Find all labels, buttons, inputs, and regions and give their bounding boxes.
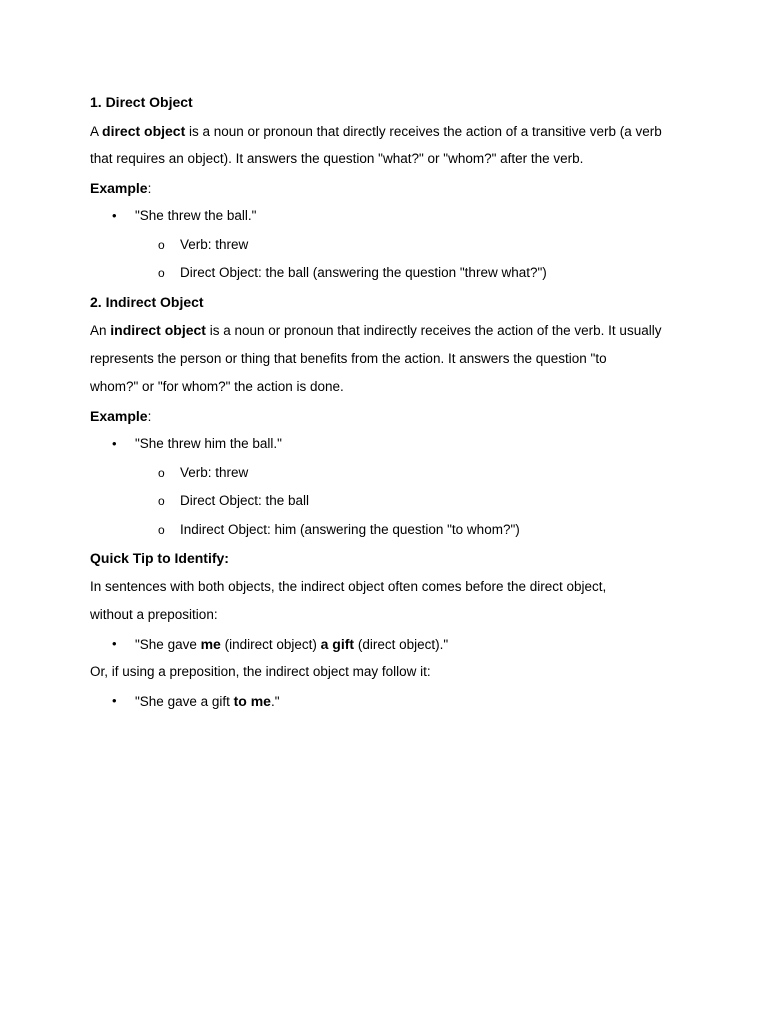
- text: "She gave a gift: [135, 693, 234, 709]
- text: An: [90, 323, 111, 338]
- sub-item-text: Indirect Object: him (answering the question "to whom?"): [180, 521, 520, 537]
- list-item: [90, 202, 690, 231]
- bullet-marker: •: [112, 436, 117, 451]
- paragraph-indirect-object-definition-line3: whom?" or "for whom?" the action is done.: [90, 379, 344, 394]
- sub-item-text: Direct Object: the ball (answering the question "threw what?"): [180, 265, 547, 280]
- bullet-marker: •: [112, 208, 117, 223]
- example-label: Example: [90, 407, 148, 424]
- document-content: [90, 88, 690, 715]
- sub-bullet-marker: o: [158, 266, 165, 280]
- paragraph-indirect-object-definition-line2: represents the person or thing that benefits from the action. It answers the question "to: [90, 350, 607, 366]
- list-item: [90, 687, 690, 716]
- list-item: [90, 630, 690, 659]
- section-heading-indirect-object: 2. Indirect Object: [90, 293, 204, 310]
- paragraph-indirect-object-definition-line1: [90, 316, 690, 345]
- example-label: Example: [90, 179, 148, 196]
- sub-list-item: [90, 459, 690, 488]
- example-label-line: [90, 174, 690, 203]
- text: (direct object).": [354, 636, 449, 652]
- paragraph-tip-line3: Or, if using a preposition, the indirect object may follow it:: [90, 664, 431, 679]
- example-label-line: [90, 402, 690, 431]
- emphasis-a-gift: a gift: [320, 635, 355, 652]
- text: (indirect object): [220, 636, 321, 652]
- example-sentence: "She threw him the ball.": [135, 436, 282, 451]
- emphasis-to-me: to me: [233, 692, 271, 709]
- sub-list-item: [90, 487, 690, 516]
- section-heading-direct-object: 1. Direct Object: [90, 94, 193, 110]
- bullet-marker: •: [112, 692, 117, 708]
- term-direct-object: direct object: [102, 122, 186, 139]
- section-heading-quick-tip: Quick Tip to Identify:: [90, 550, 229, 566]
- example-colon: :: [147, 408, 152, 424]
- text: "She gave: [135, 636, 201, 652]
- sub-list-item: [90, 259, 690, 288]
- term-indirect-object: indirect object: [110, 322, 206, 338]
- sub-item-text: Verb: threw: [180, 236, 249, 252]
- sub-bullet-marker: o: [158, 237, 165, 252]
- text: is a noun or pronoun that directly receives the action of a transitive verb (a verb: [185, 123, 662, 139]
- paragraph-tip-line1: In sentences with both objects, the indirect object often comes before the direct object,: [90, 578, 607, 594]
- sub-list-item: [90, 231, 690, 260]
- sub-item-text: Direct Object: the ball: [180, 493, 310, 508]
- bullet-marker: •: [112, 635, 117, 651]
- example-colon: :: [147, 180, 152, 196]
- paragraph-tip-line2: without a preposition:: [90, 607, 218, 622]
- sub-bullet-marker: o: [158, 522, 165, 537]
- list-item: [90, 430, 690, 459]
- sub-item-text: Verb: threw: [180, 464, 249, 480]
- example-sentence: "She threw the ball.": [135, 208, 257, 223]
- sub-list-item: [90, 516, 690, 545]
- emphasis-me: me: [200, 635, 221, 652]
- sub-bullet-marker: o: [158, 494, 165, 508]
- paragraph-direct-object-definition-line2: that requires an object). It answers the question "what?" or "whom?" after the verb.: [90, 151, 584, 166]
- text: .": [270, 693, 280, 709]
- paragraph-direct-object-definition-line1: [90, 117, 690, 146]
- text: A: [90, 123, 103, 139]
- text: is a noun or pronoun that indirectly receives the action of the verb. It usually: [205, 323, 662, 338]
- sub-bullet-marker: o: [158, 465, 165, 480]
